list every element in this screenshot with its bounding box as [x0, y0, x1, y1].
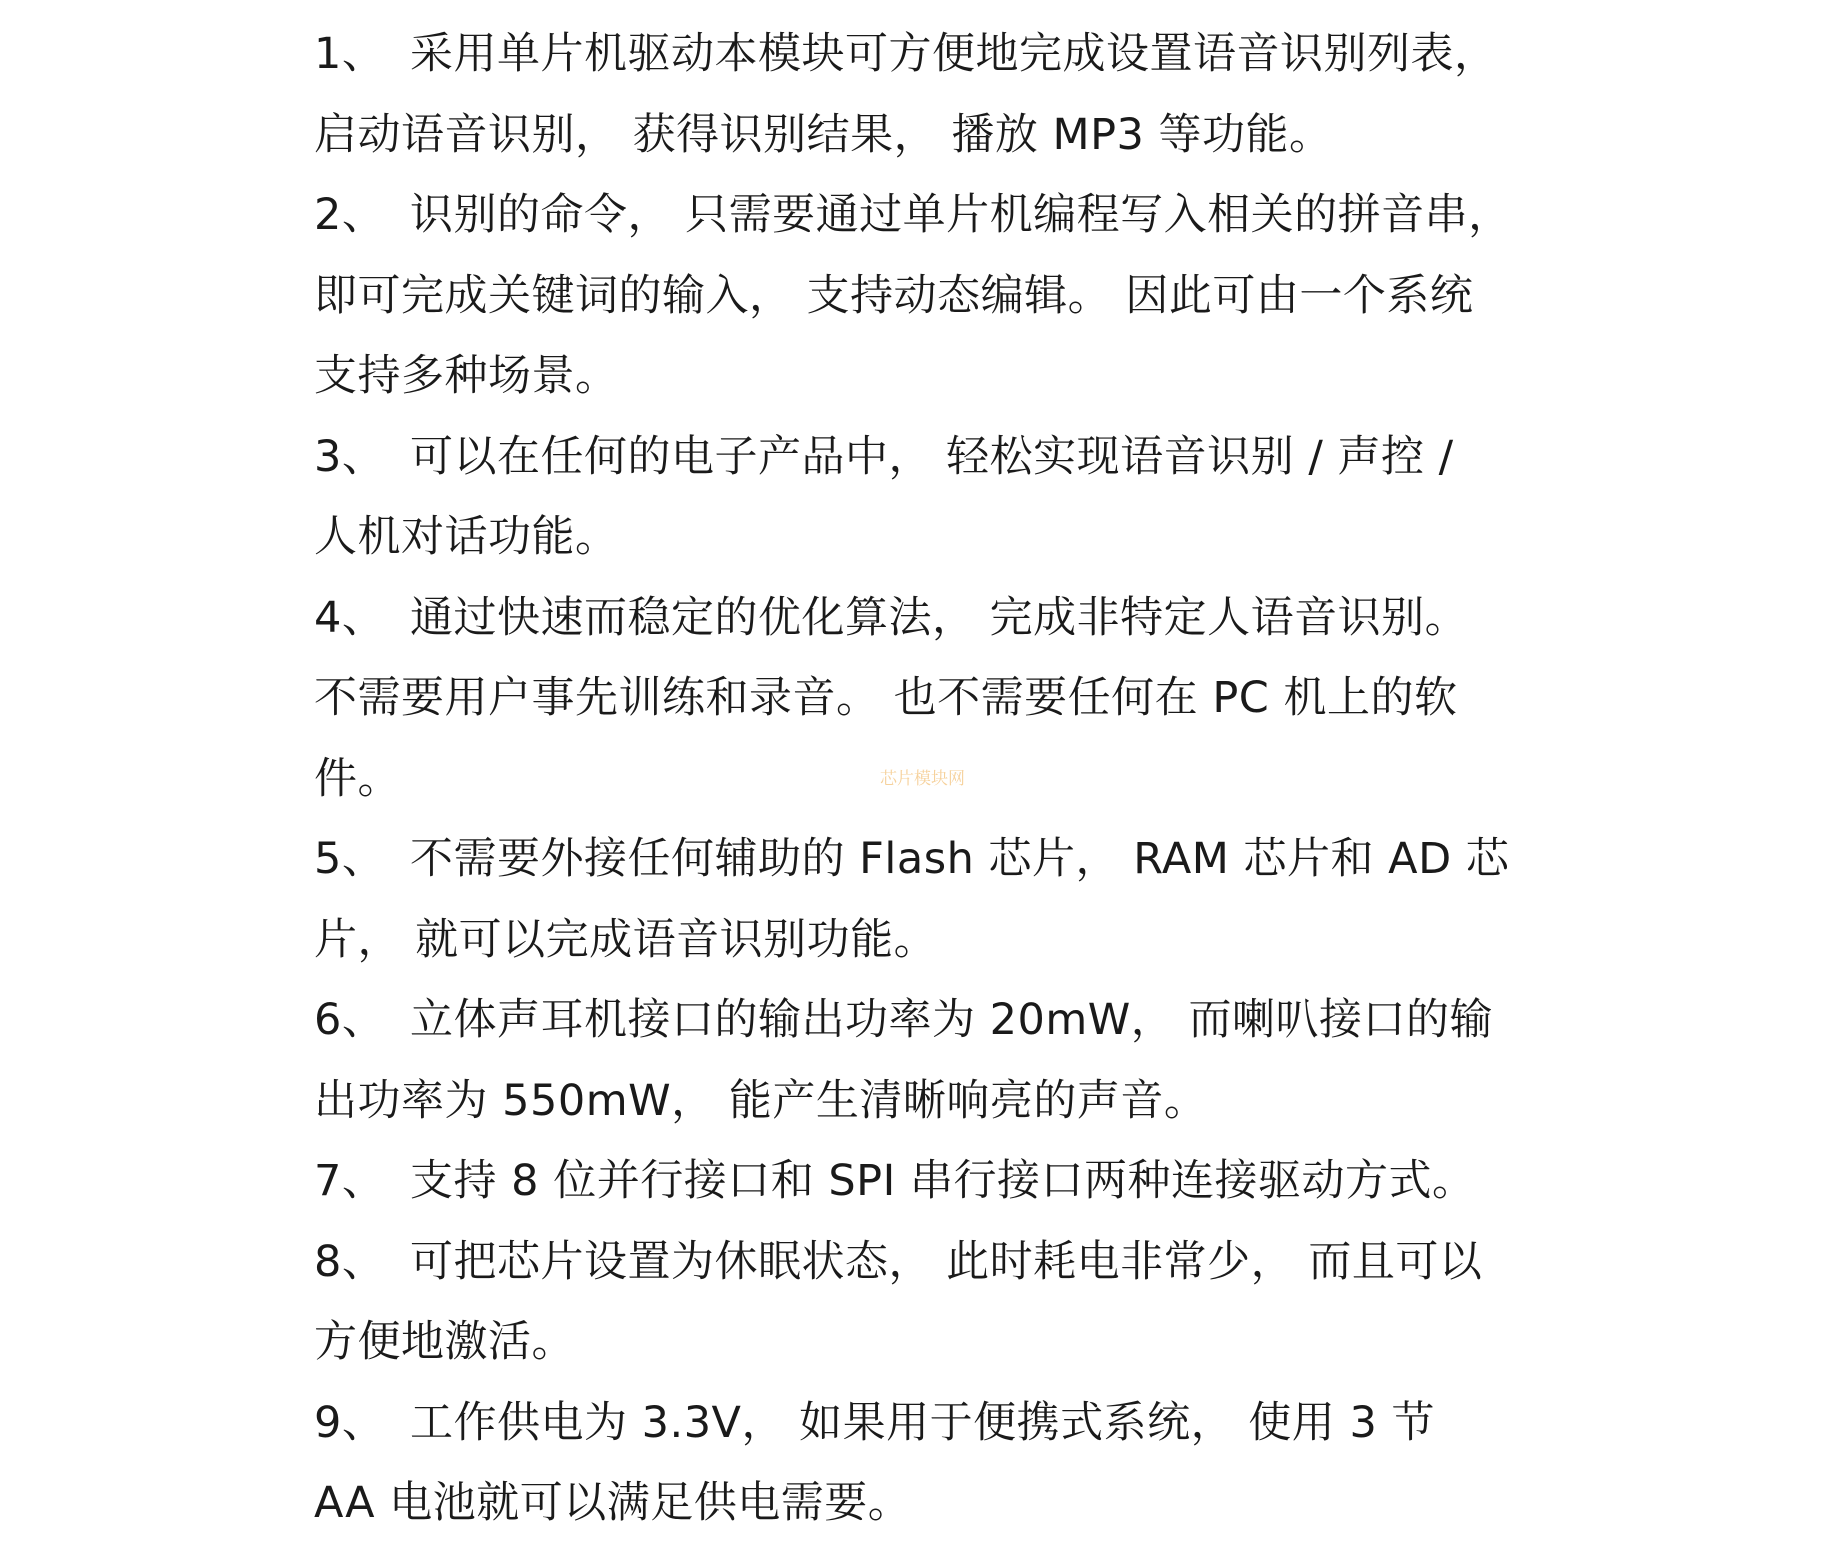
item-5-line-2 [314, 900, 1554, 981]
item-1-line-2 [314, 95, 1554, 176]
item-number: 7、 [314, 1156, 386, 1206]
item-9-line-1 [314, 1383, 1554, 1464]
item-2-line-1 [314, 175, 1554, 256]
item-text: AA 电池就可以满足供电需要。 [314, 1478, 912, 1528]
item-number: 4、 [314, 592, 386, 643]
item-7-line-1 [314, 1141, 1554, 1222]
item-text: 不需要用户事先训练和录音。 也不需要任何在 PC 机上的软 [314, 673, 1458, 723]
item-text: 工作供电为 3.3V， 如果用于便携式系统， 使用 3 节 [410, 1397, 1435, 1448]
item-text: 采用单片机驱动本模块可方便地完成设置语音识别列表， [410, 29, 1498, 79]
item-2-line-2 [314, 256, 1554, 337]
item-text: 即可完成关键词的输入， 支持动态编辑。 因此可由一个系统 [314, 270, 1474, 321]
item-number: 2、 [314, 190, 386, 240]
watermark: 芯片模块网 [880, 769, 965, 789]
item-5-line-1 [314, 819, 1554, 900]
item-text: 人机对话功能。 [314, 512, 619, 562]
item-text: 片， 就可以完成语音识别功能。 [314, 914, 938, 965]
item-2-line-3 [314, 336, 1554, 417]
item-number: 6、 [314, 995, 386, 1045]
item-9-line-2 [314, 1463, 1554, 1544]
item-text: 可以在任何的电子产品中， 轻松实现语音识别 / 声控 / [410, 431, 1454, 482]
item-number: 5、 [314, 834, 386, 884]
item-number: 9、 [314, 1397, 386, 1448]
item-3-line-1 [314, 417, 1554, 498]
item-8-line-1 [314, 1222, 1554, 1303]
item-3-line-2 [314, 497, 1554, 578]
item-6-line-2 [314, 1061, 1554, 1142]
item-text: 立体声耳机接口的输出功率为 20mW， 而喇叭接口的输 [410, 995, 1493, 1045]
item-4-line-1 [314, 578, 1554, 659]
item-1-line-1 [314, 14, 1554, 95]
item-6-line-1 [314, 980, 1554, 1061]
item-8-line-2 [314, 1302, 1554, 1383]
item-4-line-2 [314, 658, 1554, 739]
item-number: 3、 [314, 431, 386, 482]
item-text: 支持多种场景。 [314, 351, 619, 401]
item-text: 启动语音识别， 获得识别结果， 播放 MP3 等功能。 [314, 109, 1333, 160]
item-text: 通过快速而稳定的优化算法， 完成非特定人语音识别。 [410, 592, 1469, 643]
item-number: 8、 [314, 1236, 386, 1287]
item-text: 支持 8 位并行接口和 SPI 串行接口两种连接驱动方式。 [410, 1156, 1476, 1206]
item-text: 件。 [314, 753, 401, 804]
item-text: 出功率为 550mW， 能产生清晰响亮的声音。 [314, 1075, 1208, 1126]
item-text: 可把芯片设置为休眠状态， 此时耗电非常少， 而且可以 [410, 1236, 1483, 1287]
item-text: 方便地激活。 [314, 1317, 575, 1367]
item-number: 1、 [314, 29, 386, 79]
item-text: 不需要外接任何辅助的 Flash 芯片， RAM 芯片和 AD 芯 [410, 834, 1510, 884]
item-text: 识别的命令， 只需要通过单片机编程写入相关的拼音串， [410, 190, 1512, 240]
